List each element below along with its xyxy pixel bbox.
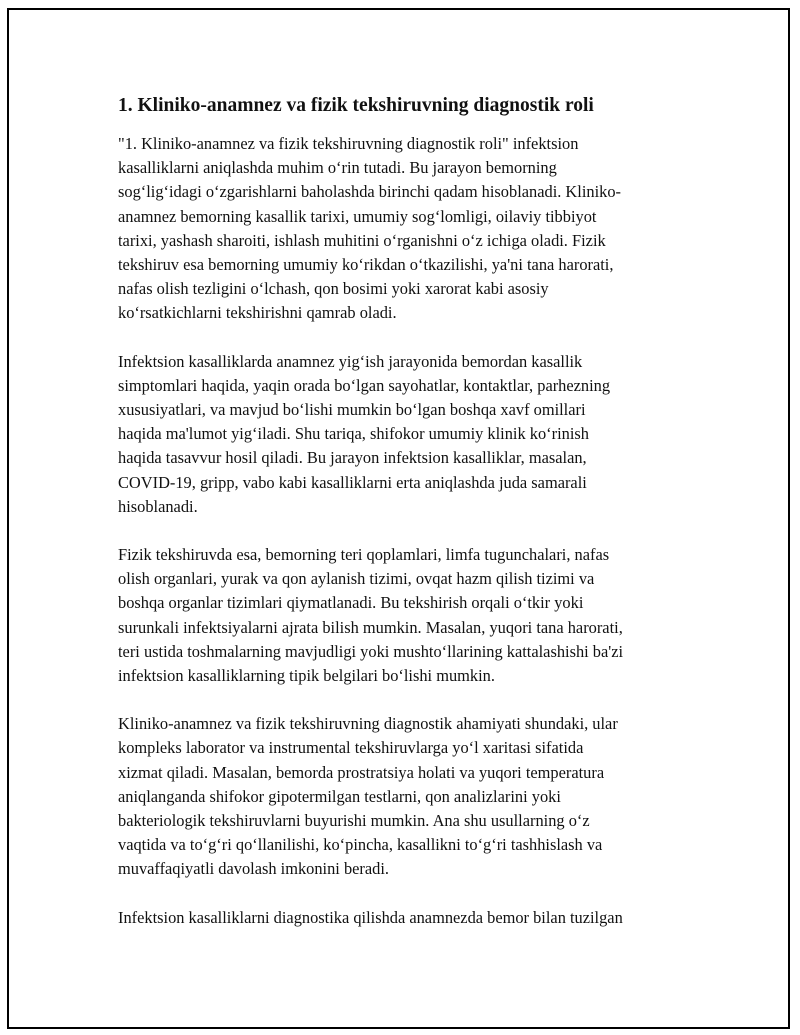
text-line: surunkali infektsiyalarni ajrata bilish mumkin. Masalan, yuqori tana harorati, xyxy=(118,617,623,637)
paragraph-list xyxy=(118,132,702,930)
text-line: xususiyatlari, va mavjud bo‘lishi mumkin bo‘lgan boshqa xavf omillari xyxy=(118,400,586,420)
text-line: Infektsion kasalliklarda anamnez yig‘ish jarayonida bemordan kasallik xyxy=(118,351,583,371)
document-body xyxy=(118,94,702,954)
text-line: aniqlanganda shifokor gipotermilgan testlarni, qon analizlarini yoki xyxy=(118,786,561,806)
text-line: bakteriologik tekshiruvlarni buyurishi mumkin. Ana shu usullarning o‘z xyxy=(118,811,590,831)
section-heading: 1. Kliniko-anamnez va fizik tekshiruvning diagnostik roli xyxy=(118,95,594,116)
text-line: simptomlari haqida, yaqin orada bo‘lgan sayohatlar, kontaktlar, parhezning xyxy=(118,375,611,395)
text-line: hisoblanadi. xyxy=(118,496,198,516)
text-line: Kliniko-anamnez va fizik tekshiruvning diagnostik ahamiyati shundaki, ular xyxy=(118,714,618,734)
text-line: boshqa organlar tizimlari qiymatlanadi. Bu tekshirish orqali o‘tkir yoki xyxy=(118,593,584,613)
paragraph xyxy=(118,543,702,688)
text-line: xizmat qiladi. Masalan, bemorda prostratsiya holati va yuqori temperatura xyxy=(118,762,605,782)
text-line: muvaffaqiyatli davolash imkonini beradi. xyxy=(118,859,389,879)
text-line: olish organlari, yurak va qon aylanish tizimi, ovqat hazm qilish tizimi va xyxy=(118,569,595,589)
paragraph xyxy=(118,350,702,519)
text-line: kasalliklarni aniqlashda muhim o‘rin tutadi. Bu jarayon bemorning xyxy=(118,158,557,178)
text-line: anamnez bemorning kasallik tarixi, umumiy sog‘lomligi, oilaviy tibbiyot xyxy=(118,206,597,226)
text-line: Fizik tekshiruvda esa, bemorning teri qoplamlari, limfa tugunchalari, nafas xyxy=(118,545,610,565)
text-line: ko‘rsatkichlarni tekshirishni qamrab oladi. xyxy=(118,303,397,323)
text-line: tekshiruv esa bemorning umumiy ko‘rikdan o‘tkazilishi, ya'ni tana harorati, xyxy=(118,255,614,275)
text-line: vaqtida va to‘g‘ri qo‘llanilishi, ko‘pincha, kasallikni to‘g‘ri tashhislash va xyxy=(118,835,603,855)
paragraph xyxy=(118,712,702,881)
text-line: Infektsion kasalliklarni diagnostika qilishda anamnezda bemor bilan tuzilgan xyxy=(118,907,623,927)
text-line: sog‘lig‘idagi o‘zgarishlarni baholashda birinchi qadam hisoblanadi. Kliniko- xyxy=(118,182,621,202)
text-line: teri ustida toshmalarning mavjudligi yoki mushto‘llarining kattalashishi ba'zi xyxy=(118,641,624,661)
text-line: haqida ma'lumot yig‘iladi. Shu tariqa, shifokor umumiy klinik ko‘rinish xyxy=(118,424,589,444)
text-line: nafas olish tezligini o‘lchash, qon bosimi yoki xarorat kabi asosiy xyxy=(118,279,549,299)
paragraph xyxy=(118,132,702,326)
text-line: "1. Kliniko-anamnez va fizik tekshiruvning diagnostik roli" infektsion xyxy=(118,134,579,153)
text-line: infektsion kasalliklarning tipik belgilari bo‘lishi mumkin. xyxy=(118,666,495,686)
text-line: COVID-19, gripp, vabo kabi kasalliklarni erta aniqlashda juda samarali xyxy=(118,472,587,492)
text-line: kompleks laborator va instrumental tekshiruvlarga yo‘l xaritasi sifatida xyxy=(118,738,584,758)
text-line: haqida tasavvur hosil qiladi. Bu jarayon infektsion kasalliklar, masalan, xyxy=(118,448,587,468)
text-line: tarixi, yashash sharoiti, ishlash muhitini o‘rganishni o‘z ichiga oladi. Fizik xyxy=(118,230,606,250)
paragraph xyxy=(118,906,702,930)
